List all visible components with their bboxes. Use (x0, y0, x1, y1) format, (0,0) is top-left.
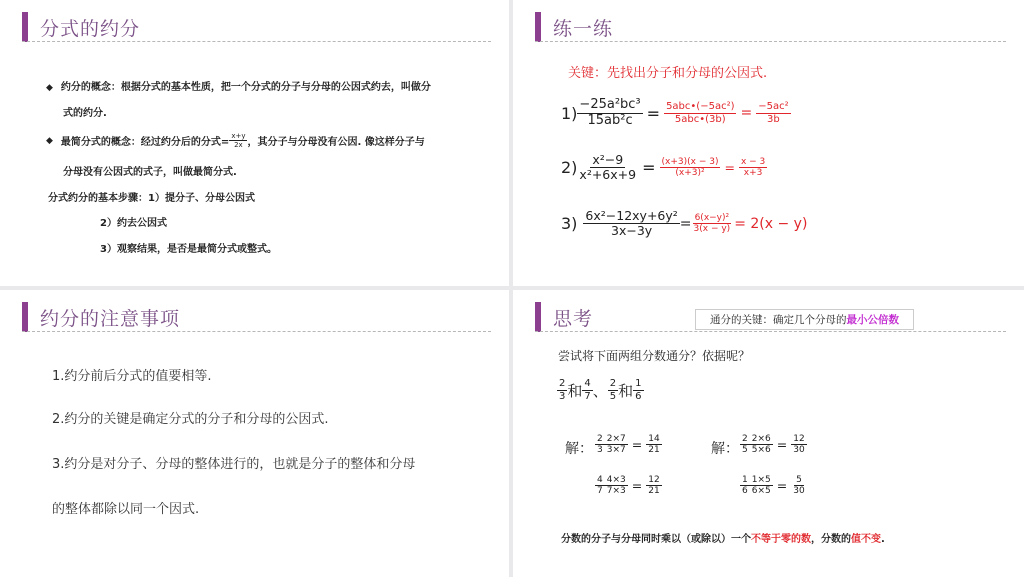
steps-intro: 分式约分的基本步骤：1）提分子、分母公因式 (48, 193, 255, 204)
equals-sign: = (646, 103, 661, 123)
denominator: 6×5 (751, 486, 771, 497)
slide-header (535, 302, 593, 332)
equals-sign: = (631, 437, 643, 453)
numerator: −5ac² (758, 101, 789, 113)
problem-2 (561, 153, 767, 183)
conclusion (561, 530, 885, 545)
slide-title: 练一练 (553, 17, 614, 40)
numerator: 2×6 (751, 434, 771, 444)
note-3-continued: 的整体都除以同一个因式. (52, 502, 200, 517)
example-fraction (229, 132, 247, 149)
equals-sign: = (631, 478, 643, 494)
fraction-4-7 (582, 378, 592, 402)
fraction-numerator: x+y (231, 132, 246, 140)
numerator: 2 (559, 378, 566, 389)
numerator: 1 (635, 378, 642, 389)
fraction-2-5 (608, 378, 618, 402)
numerator: 1 (742, 475, 748, 485)
equals-sign: = (776, 437, 788, 453)
numerator: 6(x−y)² (694, 213, 730, 224)
answer-fraction (739, 157, 767, 179)
original-fraction (740, 434, 750, 456)
result-fraction (646, 475, 661, 497)
original-fraction (595, 434, 605, 456)
slide-header (535, 12, 613, 42)
numerator: 4 (597, 475, 603, 485)
conclusion-highlight-nonzero: 不等于零的数 (751, 534, 811, 545)
numerator: 12 (793, 434, 805, 444)
concept-text-continued: 式的约分. (63, 108, 107, 119)
scaled-fraction (605, 475, 628, 497)
denominator: 5 (609, 390, 617, 402)
denominator: x+3 (743, 168, 763, 179)
equals-sign: = (642, 158, 656, 178)
factored-fraction (660, 157, 721, 179)
denominator: 5×6 (751, 445, 771, 456)
title-accent-bar (535, 302, 541, 332)
problem-fraction (577, 98, 642, 129)
separator: 、 (592, 381, 608, 400)
denominator: 7×3 (606, 486, 626, 497)
denominator: 15ab²c (587, 112, 633, 128)
title-divider (22, 331, 491, 332)
numerator: 5abc•(−5ac²) (666, 101, 735, 113)
equals-sign: = (740, 105, 753, 122)
tip-highlight: 最小公倍数 (846, 314, 899, 326)
numerator: −25a²bc³ (579, 97, 641, 112)
fraction-1-6 (633, 378, 643, 402)
numerator: 2 (609, 378, 617, 389)
result-fraction (646, 434, 661, 456)
numerator: 12 (648, 475, 660, 485)
denominator: 3b (767, 113, 780, 125)
slide-reduction-notes[interactable] (0, 290, 509, 577)
note-1: 1.约分前后分式的值要相等. (52, 369, 212, 384)
fraction-groups (557, 378, 644, 402)
simplest-text-suffix: ，其分子与分母没有公因. 像这样分子与 (247, 137, 425, 149)
denominator: 6 (742, 486, 748, 497)
result-fraction (791, 434, 806, 456)
slide-think[interactable] (513, 290, 1024, 577)
problem-fraction (577, 153, 638, 183)
slide-header (22, 302, 180, 332)
numerator: (x+3)(x − 3) (661, 157, 719, 168)
numerator: 6x²−12xy+6y² (585, 208, 678, 223)
denominator: (x+3)² (675, 168, 705, 179)
slide-title: 思考 (553, 307, 594, 330)
denominator: 30 (793, 486, 805, 497)
problem-label: 2) (561, 158, 578, 178)
scaled-fraction (750, 434, 773, 456)
title-accent-bar (22, 12, 28, 42)
bullet-reduction-concept (46, 78, 431, 93)
denominator: 21 (648, 445, 660, 456)
denominator: 3×7 (606, 445, 626, 456)
numerator: 2 (597, 434, 603, 444)
title-divider (535, 331, 1006, 332)
denominator: 3 (597, 445, 603, 456)
numerator: 1×5 (751, 475, 771, 485)
numerator: x − 3 (740, 157, 766, 168)
slide-title: 约分的注意事项 (40, 307, 181, 330)
solution-1-row-2 (595, 475, 662, 497)
title-divider (22, 41, 491, 42)
tip-text: 通分的关键：确定几个分母的 (710, 314, 847, 326)
key-hint: 关键：先找出分子和分母的公因式. (568, 66, 768, 81)
equals-sign: = (724, 160, 735, 176)
problem-3 (561, 209, 807, 239)
final-result: = 2(x − y) (734, 215, 808, 232)
slide-header (22, 12, 140, 42)
numerator: 2 (742, 434, 748, 444)
denominator: 3 (559, 390, 566, 402)
scaled-fraction (605, 434, 628, 456)
fraction-2-3 (557, 378, 567, 402)
key-tip-box (695, 309, 914, 330)
result-fraction (791, 475, 806, 497)
numerator: 2×7 (606, 434, 626, 444)
solution-2-label: 解： (711, 441, 739, 457)
solution-1-row-1 (595, 434, 662, 456)
original-fraction (740, 475, 750, 497)
and-word: 和 (618, 381, 634, 400)
numerator: x²−9 (592, 152, 624, 167)
question-text: 尝试将下面两组分数通分？依据呢？ (558, 349, 751, 363)
problem-label: 3) (561, 214, 578, 234)
answer-fraction (756, 101, 790, 125)
problem-1 (561, 98, 791, 129)
problem-fraction (583, 209, 679, 239)
scaled-fraction (750, 475, 773, 497)
simplest-text-prefix: 最简分式的概念：经过约分后的分式= (60, 137, 230, 149)
equals-sign: = (776, 478, 788, 494)
solution-2-row-2 (740, 475, 807, 497)
bullet-simplest-fraction (46, 132, 425, 149)
slide-practice[interactable] (513, 0, 1024, 286)
fraction-denominator: 2x (234, 141, 243, 150)
diamond-bullet-icon: ◆ (46, 135, 53, 146)
denominator: 7 (584, 390, 591, 402)
factored-fraction (664, 101, 736, 125)
and-word: 和 (567, 381, 583, 400)
conclusion-period: . (881, 534, 885, 545)
diamond-bullet-icon: ◆ (46, 83, 53, 93)
note-2: 2.约分的关键是确定分式的分子和分母的公因式. (52, 412, 329, 427)
solution-2-row-1 (740, 434, 807, 456)
denominator: 5 (742, 445, 748, 456)
conclusion-text: ，分数的 (811, 534, 851, 545)
simplest-text-continued: 分母没有公因式的式子，叫做最简分式. (63, 167, 237, 178)
numerator: 4 (584, 378, 591, 389)
problem-label: 1) (561, 103, 578, 123)
note-3: 3.约分是对分子、分母的整体进行的，也就是分子的整体和分母 (52, 457, 416, 472)
step-3: 3）观察结果，是否是最简分式或整式。 (100, 244, 277, 255)
numerator: 5 (796, 475, 802, 485)
factored-fraction (692, 213, 733, 235)
denominator: 3x−3y (611, 223, 653, 239)
original-fraction (595, 475, 605, 497)
denominator: 3(x − y) (693, 224, 731, 235)
title-divider (535, 41, 1006, 42)
concept-text: 约分的概念：根据分式的基本性质，把一个分式的分子与分母的公因式约去，叫做分 (60, 82, 431, 93)
denominator: 5abc•(3b) (674, 113, 726, 125)
numerator: 14 (648, 434, 660, 444)
denominator: x²+6x+9 (579, 167, 637, 183)
step-2: 2）约去公因式 (100, 218, 167, 229)
numerator: 4×3 (606, 475, 626, 485)
solution-1-label: 解： (565, 441, 593, 457)
denominator: 21 (648, 486, 660, 497)
slide-fraction-reduction[interactable] (0, 0, 509, 286)
equals-sign: = (679, 215, 692, 232)
title-accent-bar (535, 12, 541, 42)
slide-title: 分式的约分 (40, 17, 141, 40)
denominator: 6 (635, 390, 642, 402)
denominator: 30 (793, 445, 805, 456)
denominator: 7 (597, 486, 603, 497)
title-accent-bar (22, 302, 28, 332)
conclusion-text: 分数的分子与分母同时乘以（或除以）一个 (561, 534, 751, 545)
conclusion-highlight-unchanged: 值不变 (851, 534, 881, 545)
